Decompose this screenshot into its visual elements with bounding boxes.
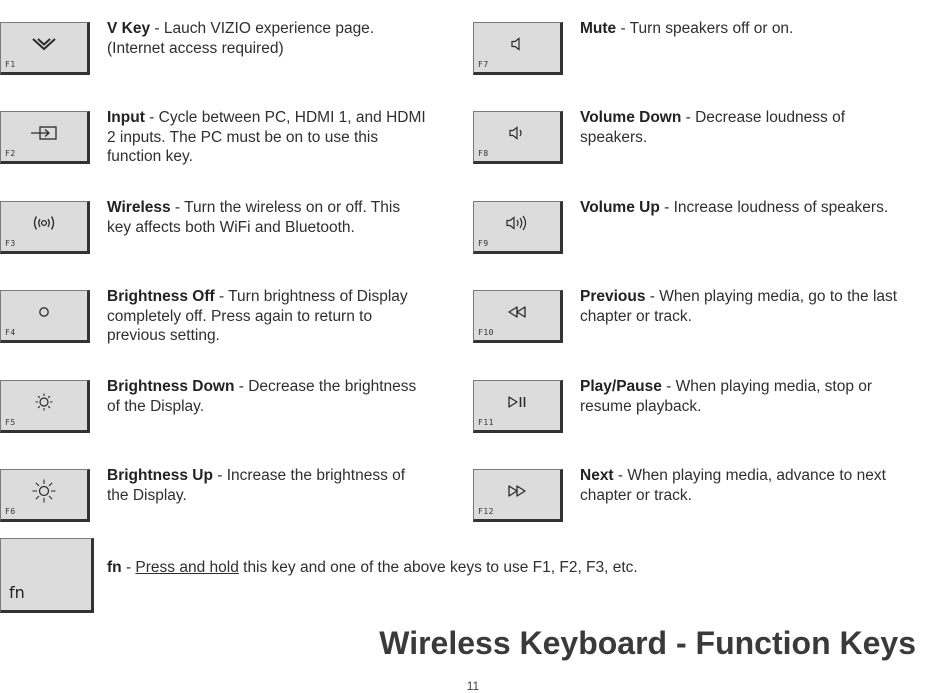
f6-key	[0, 469, 90, 522]
fn-underlined-text: Press and hold	[135, 559, 239, 576]
key-label: F6	[5, 507, 16, 516]
key-label: F9	[478, 239, 489, 248]
key-desc-text: - When playing media, go to the last chapter or track.	[580, 288, 898, 325]
key-description	[107, 466, 427, 505]
key-desc-text: - Turn brightness of Display completely off. Press again to return to previous setting.	[107, 288, 408, 344]
key-name: Previous	[580, 288, 646, 305]
key-label: F10	[478, 328, 494, 337]
f4-key	[0, 290, 90, 343]
key-label: F1	[5, 60, 16, 69]
fn-desc-text: this key and one of the above keys to use F1, F2, F3, etc.	[238, 559, 638, 576]
key-description	[107, 287, 427, 346]
key-name: Wireless	[107, 199, 171, 216]
brightness-off-icon	[1, 301, 87, 323]
key-description	[580, 466, 900, 505]
f1-key	[0, 22, 90, 75]
page-number: 11	[466, 679, 480, 693]
v-key-icon	[1, 33, 87, 55]
key-label: F3	[5, 239, 16, 248]
fn-key-label: fn	[9, 583, 25, 602]
key-label: F8	[478, 149, 489, 158]
fn-key-name: fn	[107, 559, 122, 576]
volume-down-icon	[474, 122, 560, 144]
fn-separator: -	[121, 559, 136, 576]
input-icon	[1, 122, 87, 144]
key-description	[107, 377, 427, 416]
key-label: F11	[478, 418, 494, 427]
f8-key	[473, 111, 563, 164]
key-name: Next	[580, 467, 614, 484]
key-desc-text: - When playing media, stop or resume playback.	[580, 378, 873, 415]
fn-description	[107, 558, 638, 577]
key-desc-text: - Cycle between PC, HDMI 1, and HDMI 2 inputs. The PC must be on to use this function key.	[107, 109, 426, 165]
key-name: Input	[107, 109, 145, 126]
f3-key	[0, 201, 90, 254]
key-desc-text: - Decrease loudness of speakers.	[580, 109, 846, 146]
key-description	[580, 287, 900, 326]
key-description	[580, 377, 900, 416]
key-name: Volume Up	[580, 199, 660, 216]
fn-key	[0, 538, 94, 613]
key-label: F4	[5, 328, 16, 337]
key-name: Brightness Down	[107, 378, 235, 395]
key-description	[107, 198, 427, 237]
key-description	[107, 108, 427, 167]
key-label: F5	[5, 418, 16, 427]
key-desc-text: - Lauch VIZIO experience page. (Internet access required)	[107, 20, 375, 57]
f5-key	[0, 380, 90, 433]
wireless-icon	[1, 212, 87, 234]
key-desc-text: - Turn the wireless on or off. This key affects both WiFi and Bluetooth.	[107, 199, 401, 236]
brightness-down-icon	[1, 391, 87, 413]
f12-key	[473, 469, 563, 522]
key-description	[580, 19, 900, 39]
key-desc-text: - Increase loudness of speakers.	[659, 199, 889, 216]
play-pause-icon	[474, 391, 560, 413]
key-desc-text: - Decrease the brightness of the Display.	[107, 378, 417, 415]
key-name: V Key	[107, 20, 151, 37]
key-label: F2	[5, 149, 16, 158]
volume-up-icon	[474, 212, 560, 234]
key-label: F12	[478, 507, 494, 516]
key-desc-text: - Turn speakers off or on.	[616, 20, 794, 37]
key-description	[107, 19, 427, 58]
page-title: Wireless Keyboard - Function Keys	[379, 625, 916, 661]
key-name: Brightness Off	[107, 288, 215, 305]
key-desc-text: - Increase the brightness of the Display.	[107, 467, 406, 504]
key-description	[580, 198, 900, 218]
key-label: F7	[478, 60, 489, 69]
key-name: Volume Down	[580, 109, 682, 126]
brightness-up-icon	[1, 480, 87, 502]
f11-key	[473, 380, 563, 433]
f9-key	[473, 201, 563, 254]
key-name: Brightness Up	[107, 467, 213, 484]
next-icon	[474, 480, 560, 502]
previous-icon	[474, 301, 560, 323]
f2-key	[0, 111, 90, 164]
f7-key	[473, 22, 563, 75]
key-description	[580, 108, 900, 147]
mute-icon	[474, 33, 560, 55]
f10-key	[473, 290, 563, 343]
key-desc-text: - When playing media, advance to next chapter or track.	[580, 467, 886, 504]
key-name: Mute	[580, 20, 617, 37]
key-name: Play/Pause	[580, 378, 662, 395]
